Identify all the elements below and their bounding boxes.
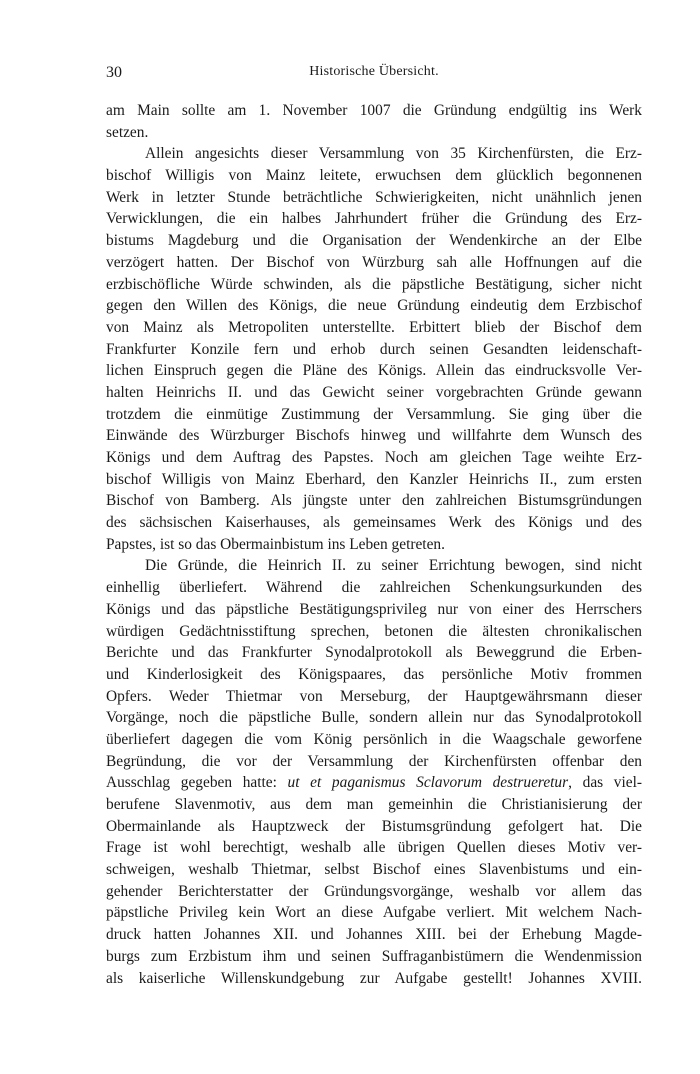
body-text <box>106 100 642 989</box>
text-line: trotzdem die einmütige Zustimmung der Versammlung. Sie ging über die <box>106 405 642 423</box>
latin-quotation: ut et paganismus Sclavorum destrueretur <box>287 774 569 792</box>
text-line: Frankfurter Konzile fern und erhob durch seinen Gesandten leidenschaft- <box>106 340 642 358</box>
text-line: gehender Berichterstatter der Gründungsvorgänge, weshalb vor allem das <box>106 882 642 900</box>
text-line: Königs und das päpstliche Bestätigungsprivileg nur von einer des Herrschers <box>106 600 642 618</box>
text-line: setzen. <box>106 123 149 141</box>
text-line: burgs zum Erzbistum ihm und seinen Suffraganbistümern die Wendenmission <box>106 947 642 965</box>
text-segment: , das viel- <box>568 774 642 792</box>
text-line: schweigen, weshalb Thietmar, selbst Bischof eines Slavenbistums und ein- <box>106 861 642 879</box>
text-line: Frage ist wohl berechtigt, weshalb alle übrigen Quellen dieses Motiv ver- <box>106 839 642 857</box>
paragraph <box>106 143 642 555</box>
text-line: am Main sollte am 1. November 1007 die Gründung endgültig ins Werk <box>106 102 642 119</box>
text-line: Begründung, die vor der Versammlung der Kirchenfürsten offenbar den <box>106 752 642 770</box>
text-line: bistums Magdeburg und die Organisation der Wendenkirche an der Elbe <box>106 232 642 250</box>
text-line: Vorgänge, noch die päpstliche Bulle, sondern allein nur das Synodalprotokoll <box>106 709 642 727</box>
text-line: als kaiserliche Willenskundgebung zur Aufgabe gestellt! Johannes XVIII. <box>106 969 642 987</box>
text-line: Werk in letzter Stunde beträchtliche Schwierigkeiten, nicht unähnlich jenen <box>106 188 642 206</box>
paragraph <box>106 555 642 989</box>
text-line: Berichte und das Frankfurter Synodalprotokoll als Beweggrund die Erben- <box>106 644 642 662</box>
text-line: und Kinderlosigkeit des Königspaares, das persönliche Motiv frommen <box>106 665 642 683</box>
text-line: einhellig überliefert. Während die zahlreichen Schenkungsurkunden des <box>106 579 642 597</box>
running-title: Historische Übersicht. <box>309 64 439 79</box>
paragraph <box>106 100 642 143</box>
text-line: Königs und dem Auftrag des Papstes. Noch am gleichen Tage weihte Erz- <box>106 449 642 466</box>
text-line: von Mainz als Metropoliten unterstellte. Erbittert blieb der Bischof dem <box>106 318 642 336</box>
text-line: lichen Einspruch gegen die Pläne des Königs. Allein das eindrucksvolle Ver- <box>106 362 642 380</box>
text-line: gegen den Willen des Königs, die neue Gründung eindeutig dem Erzbischof <box>106 297 642 315</box>
page-number: 30 <box>106 64 122 81</box>
text-line: berufene Slavenmotiv, aus dem man gemeinhin die Christianisierung der <box>106 796 642 813</box>
text-line: druck hatten Johannes XII. und Johannes XIII. bei der Erhebung Magde- <box>106 926 642 944</box>
text-segment: Ausschlag gegeben hatte: <box>106 774 288 792</box>
text-line: Papstes, ist so das Obermainbistum ins Leben getreten. <box>106 535 445 553</box>
text-line: Einwände des Würzburger Bischofs hinweg und willfahrte dem Wunsch des <box>106 427 642 445</box>
text-line: Obermainlande als Hauptzweck der Bistumsgründung gefolgert hat. Die <box>106 817 642 835</box>
text-line: des sächsischen Kaiserhauses, als gemeinsames Werk des Königs und des <box>106 514 642 532</box>
page-header <box>106 64 642 86</box>
text-line: erzbischöfliche Würde schwinden, als die päpstliche Bestätigung, sicher nicht <box>106 275 642 293</box>
text-line: Die Gründe, die Heinrich II. zu seiner Errichtung bewogen, sind nicht <box>145 557 642 575</box>
text-line: Allein angesichts dieser Versammlung von 35 Kirchenfürsten, die Erz- <box>145 145 642 163</box>
text-line: halten Heinrichs II. und das Gewicht seiner vorgebrachten Gründe gewann <box>106 383 642 401</box>
text-line: verzögert hatten. Der Bischof von Würzburg sah alle Hoffnungen auf die <box>106 253 642 271</box>
text-line: bischof Willigis von Mainz leitete, erwuchsen dem glücklich begonnenen <box>106 167 642 185</box>
text-line: bischof Willigis von Mainz Eberhard, den Kanzler Heinrichs II., zum ersten <box>106 470 642 488</box>
text-line: Verwicklungen, die ein halbes Jahrhundert früher die Gründung des Erz- <box>106 210 642 228</box>
text-line: päpstliche Privileg kein Wort an diese Aufgabe verliert. Mit welchem Nach- <box>106 904 642 922</box>
text-line: überliefert dagegen die vom König persönlich in die Waagschale geworfene <box>106 730 642 748</box>
text-line: Opfers. Weder Thietmar von Merseburg, der Hauptgewährsmann dieser <box>106 687 642 705</box>
text-line: Bischof von Bamberg. Als jüngste unter den zahlreichen Bistumsgründungen <box>106 492 642 510</box>
text-line: würdigen Gedächtnisstiftung sprechen, betonen die ältesten chronikalischen <box>106 622 642 640</box>
text-line-with-latin-quote <box>106 772 642 794</box>
